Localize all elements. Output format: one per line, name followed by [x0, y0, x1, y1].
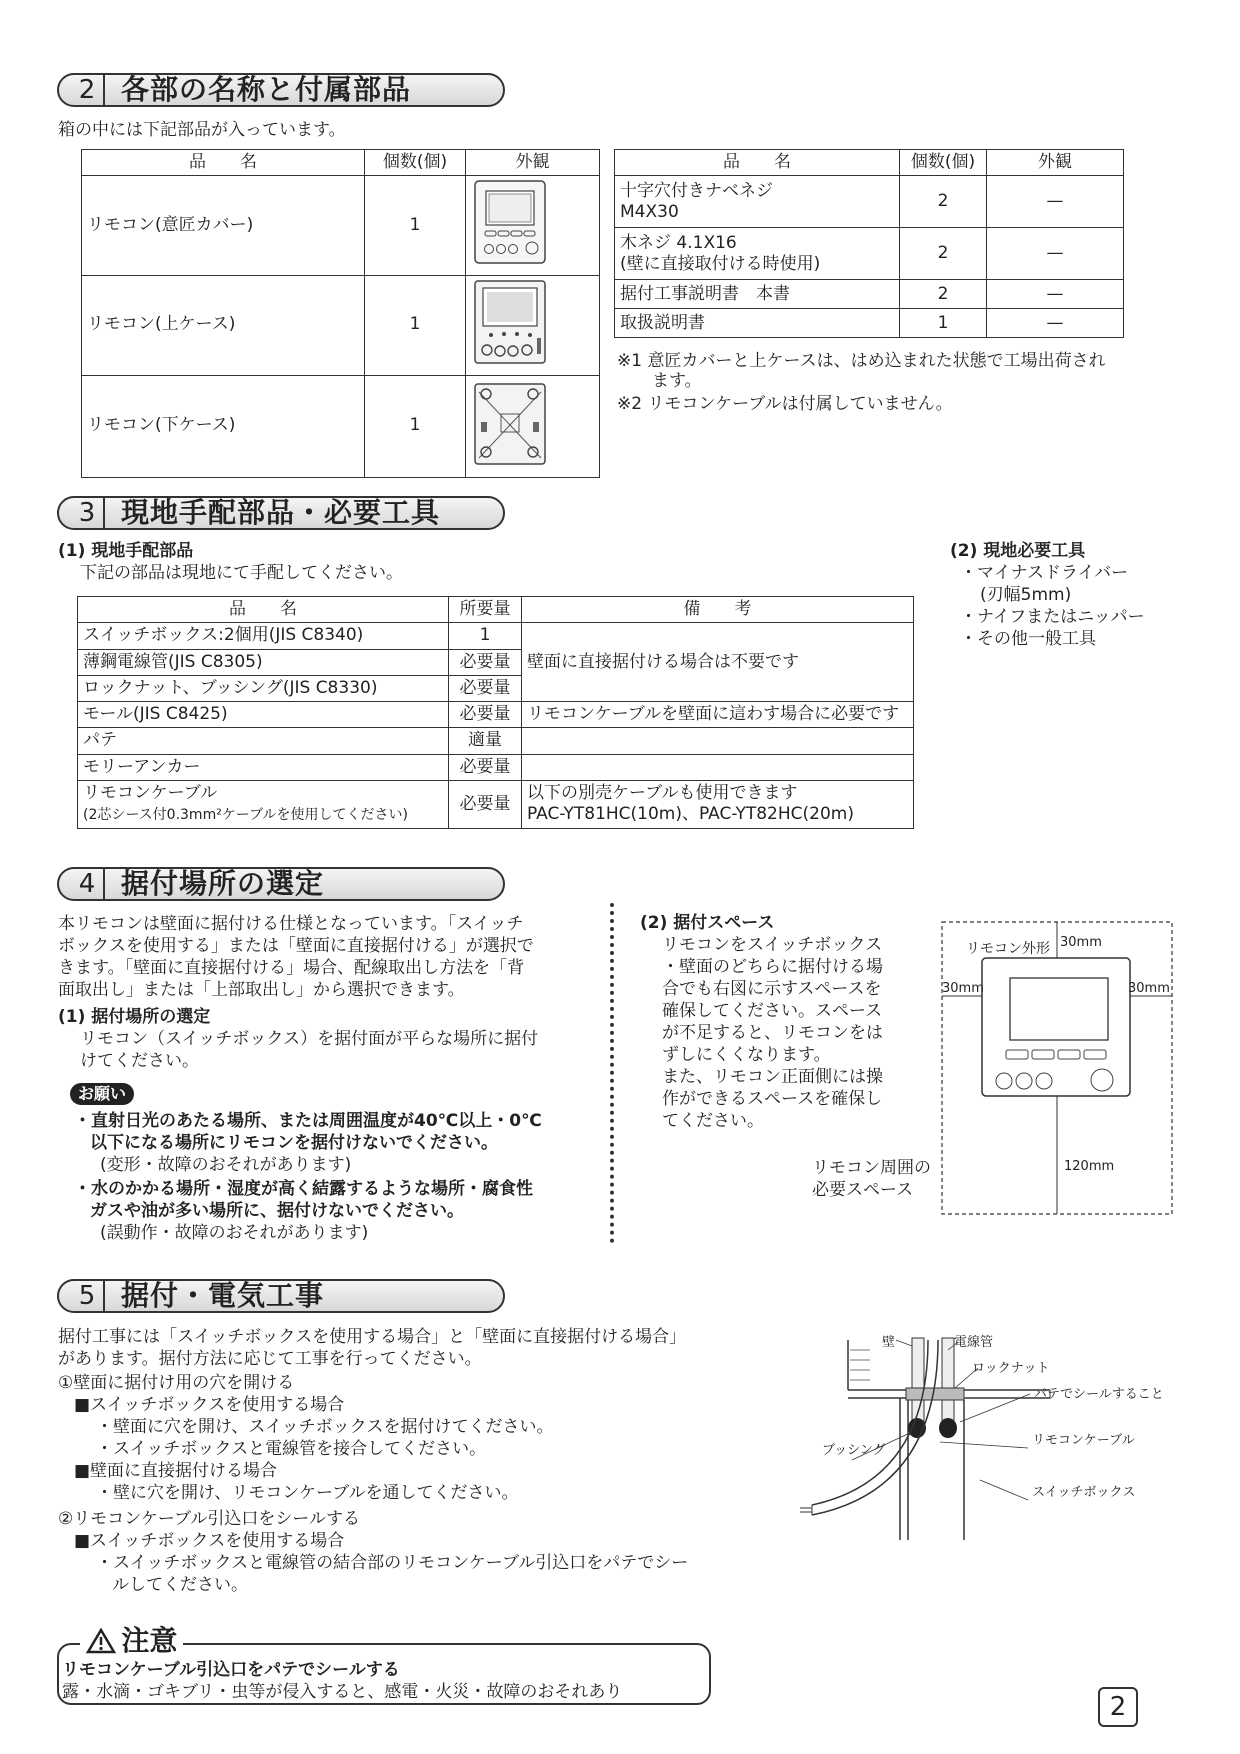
label-switchbox: スイッチボックス [1032, 1485, 1136, 1500]
warning-line: ・水のかかる場所・湿度が高く結露するような場所・腐食性 [74, 1179, 533, 1199]
section-2-header [57, 73, 505, 107]
step-detail: ・壁面に穴を開け、スイッチボックスを据付けてください。 [96, 1417, 554, 1437]
step-detail: ・スイッチボックスと電線管の結合部のリモコンケーブル引込口をパテでシー [96, 1553, 689, 1573]
warning-line: 以下になる場所にリモコンを据付けないでください。 [90, 1133, 498, 1153]
warning-line: ガスや油が多い場所に、据付けないでください。 [90, 1201, 464, 1221]
part-name-line: 十字穴付きナベネジ [620, 180, 773, 201]
outline-label: リモコン外形 [966, 941, 1050, 957]
label-cable: リモコンケーブル [1032, 1433, 1135, 1448]
sub-heading: (2) 据付スペース [640, 913, 775, 933]
col-header: 品 名 [78, 597, 449, 623]
dimension-bottom: 120mm [1064, 1159, 1115, 1174]
part-name-line: (壁に直接取付ける時使用) [620, 253, 821, 274]
sub-heading: (1) 現地手配部品 [58, 541, 194, 561]
item-name: モリーアンカー [78, 754, 449, 780]
section-number: 5 [71, 1281, 105, 1311]
sub-heading: (2) 現地必要工具 [950, 541, 1086, 561]
section-title: 据付場所の選定 [121, 867, 325, 900]
space-text: 作ができるスペースを確保し [662, 1089, 883, 1109]
note-1: ※1 意匠カバーと上ケースは、はめ込まれた状態で工場出荷され [617, 351, 1106, 371]
section-number: 2 [71, 75, 105, 105]
installation-space-diagram [940, 920, 1176, 1220]
cable-name: リモコンケーブル [83, 783, 218, 803]
caution-title: 注意 [121, 1624, 178, 1657]
column-divider [610, 903, 614, 1243]
note-1-cont: ます。 [652, 371, 702, 391]
table-row [78, 754, 914, 780]
local-parts-table [77, 596, 914, 829]
label-wall: 壁 [882, 1335, 896, 1350]
step-detail: ルしてください。 [112, 1575, 248, 1595]
warning-line: ・直射日光のあたる場所、または周囲温度が40℃以上・0℃ [74, 1111, 542, 1131]
remote-cover-illustration [471, 178, 549, 266]
section-number: 4 [71, 869, 105, 899]
label-putty: パテでシールすること [1034, 1387, 1164, 1402]
part-qty: 1 [365, 275, 466, 375]
part-name: 取扱説明書 [615, 309, 900, 338]
page-number: 2 [1098, 1687, 1138, 1727]
warning-sub: (変形・故障のおそれがあります) [100, 1155, 352, 1175]
intro-line: ボックスを使用する」または「壁面に直接据付ける」が選択で [58, 936, 534, 956]
remote-upper-case-illustration [471, 278, 549, 366]
case-heading: ■壁面に直接据付ける場合 [74, 1461, 278, 1481]
label-locknut: ロックナット [972, 1361, 1050, 1376]
table-row [615, 176, 1124, 228]
part-appearance [466, 176, 600, 275]
part-appearance: — [987, 176, 1124, 228]
case-heading: ■スイッチボックスを使用する場合 [74, 1531, 345, 1551]
table-row [615, 280, 1124, 309]
item-qty: 適量 [449, 728, 522, 754]
part-qty: 2 [900, 176, 987, 228]
part-name [615, 176, 900, 228]
space-text: リモコンをスイッチボックス [662, 935, 883, 955]
section-title: 現地手配部品・必要工具 [121, 496, 441, 529]
part-appearance [466, 375, 600, 477]
part-appearance: — [987, 309, 1124, 338]
part-name: リモコン(意匠カバー) [82, 176, 365, 275]
tool-item: ・ナイフまたはニッパー [960, 607, 1145, 627]
intro-line: 面取出し」または「上部取出し」から選択できます。 [58, 980, 465, 1000]
section-number: 3 [71, 498, 105, 528]
parts-table-right [614, 149, 1124, 338]
section-title: 各部の名称と付属部品 [121, 73, 412, 106]
col-header: 備 考 [522, 597, 914, 623]
space-text: 確保してください。スペース [662, 1001, 883, 1021]
sub-text: 下記の部品は現地にて手配してください。 [80, 563, 403, 583]
tool-item: (刃幅5mm) [980, 585, 1072, 605]
part-name [615, 228, 900, 280]
part-name: リモコン(上ケース) [82, 275, 365, 375]
part-name-line: M4X30 [620, 201, 679, 222]
tool-item: ・その他一般工具 [960, 629, 1096, 649]
caution-line: 露・水滴・ゴキブリ・虫等が侵入すると、感電・火災・故障のおそれあり [62, 1682, 623, 1702]
space-text: また、リモコン正面側には操 [662, 1067, 883, 1087]
table-row [78, 728, 914, 754]
dimension-top: 30mm [1060, 935, 1102, 950]
caution-heading [80, 1624, 183, 1658]
parts-table-left [81, 149, 600, 478]
part-qty: 2 [900, 280, 987, 309]
col-header: 個数(個) [365, 150, 466, 176]
part-appearance [466, 275, 600, 375]
sub-heading: (1) 据付場所の選定 [58, 1007, 211, 1027]
step-detail: ・壁に穴を開け、リモコンケーブルを通してください。 [96, 1483, 519, 1503]
space-label: リモコン周囲の [812, 1158, 931, 1178]
col-header: 外観 [987, 150, 1124, 176]
table-row [78, 780, 914, 828]
table-row [615, 309, 1124, 338]
label-conduit: 電線管 [954, 1335, 994, 1350]
part-qty: 1 [365, 375, 466, 477]
intro-line: 据付工事には「スイッチボックスを使用する場合」と「壁面に直接据付ける場合」 [58, 1327, 687, 1347]
item-name: ロックナット、ブッシング(JIS C8330) [78, 675, 449, 701]
part-name: リモコン(下ケース) [82, 375, 365, 477]
space-text: てください。 [662, 1111, 764, 1131]
warning-triangle-icon [86, 1628, 116, 1654]
item-qty: 必要量 [449, 780, 522, 828]
case-heading: ■スイッチボックスを使用する場合 [74, 1395, 345, 1415]
warning-sub: (誤動作・故障のおそれがあります) [100, 1223, 369, 1243]
part-appearance: — [987, 228, 1124, 280]
part-qty: 1 [900, 309, 987, 338]
item-qty: 必要量 [449, 754, 522, 780]
sub-text: リモコン（スイッチボックス）を据付面が平らな場所に据付 [80, 1029, 539, 1049]
table-row [82, 176, 600, 275]
item-note: リモコンケーブルを壁面に這わす場合に必要です [522, 702, 914, 728]
item-name: モール(JIS C8425) [78, 702, 449, 728]
part-qty: 2 [900, 228, 987, 280]
intro-line: があります。据付方法に応じて工事を行ってください。 [58, 1349, 482, 1369]
item-name: 薄鋼電線管(JIS C8305) [78, 649, 449, 675]
sub-text: けてください。 [80, 1051, 199, 1071]
section-3-header [57, 496, 505, 530]
part-name: 据付工事説明書 本書 [615, 280, 900, 309]
intro-line: きます。「壁面に直接据付ける」場合、配線取出し方法を「背 [58, 958, 525, 978]
item-qty: 1 [449, 623, 522, 649]
table-row [82, 375, 600, 477]
step-heading: ①壁面に据付け用の穴を開ける [58, 1373, 295, 1393]
section-4-header [57, 867, 505, 901]
col-header: 品 名 [615, 150, 900, 176]
label-bushing: ブッシング [822, 1443, 886, 1458]
item-qty: 必要量 [449, 675, 522, 701]
space-label: 必要スペース [812, 1180, 914, 1200]
space-text: ずしにくくなります。 [662, 1045, 831, 1065]
item-note [522, 728, 914, 754]
space-text: 合でも右図に示すスペースを [662, 979, 882, 999]
cable-note-line: PAC-YT81HC(10m)、PAC-YT82HC(20m) [527, 804, 854, 825]
cable-spec: (2芯シース付0.3mm²ケーブルを使用してください) [83, 807, 409, 824]
intro-line: 本リモコンは壁面に据付ける仕様となっています。「スイッチ [58, 914, 524, 934]
item-qty: 必要量 [449, 702, 522, 728]
cable-note-line: 以下の別売ケーブルも使用できます [527, 783, 798, 803]
step-detail: ・スイッチボックスと電線管を接合してください。 [96, 1439, 487, 1459]
table-row [78, 623, 914, 649]
item-name [78, 780, 449, 828]
dimension-right: 30mm [1128, 981, 1170, 996]
note-2: ※2 リモコンケーブルは付属していません。 [617, 394, 953, 414]
space-text: ・壁面のどちらに据付ける場 [662, 957, 883, 977]
item-qty: 必要量 [449, 649, 522, 675]
dimension-left: 30mm [942, 981, 984, 996]
request-badge: お願い [70, 1083, 134, 1105]
item-note [522, 754, 914, 780]
section-2-intro: 箱の中には下記部品が入っています。 [58, 120, 346, 140]
col-header: 個数(個) [900, 150, 987, 176]
item-name: スイッチボックス:2個用(JIS C8340) [78, 623, 449, 649]
part-qty: 1 [365, 176, 466, 275]
col-header: 所要量 [449, 597, 522, 623]
caution-line: リモコンケーブル引込口をパテでシールする [62, 1660, 400, 1680]
item-note [522, 780, 914, 828]
space-text: が不足すると、リモコンをは [662, 1023, 883, 1043]
col-header: 外観 [466, 150, 600, 176]
part-name-line: 木ネジ 4.1X16 [620, 232, 737, 253]
item-note: 壁面に直接据付ける場合は不要です [522, 623, 914, 702]
part-appearance: — [987, 280, 1124, 309]
step-heading: ②リモコンケーブル引込口をシールする [58, 1509, 361, 1529]
section-5-header [57, 1279, 505, 1313]
table-row [82, 275, 600, 375]
tool-item: ・マイナスドライバー [960, 563, 1129, 583]
item-name: パテ [78, 728, 449, 754]
table-row [78, 702, 914, 728]
section-title: 据付・電気工事 [121, 1279, 325, 1312]
table-row [615, 228, 1124, 280]
col-header: 品 名 [82, 150, 365, 176]
remote-lower-case-illustration [471, 378, 549, 468]
